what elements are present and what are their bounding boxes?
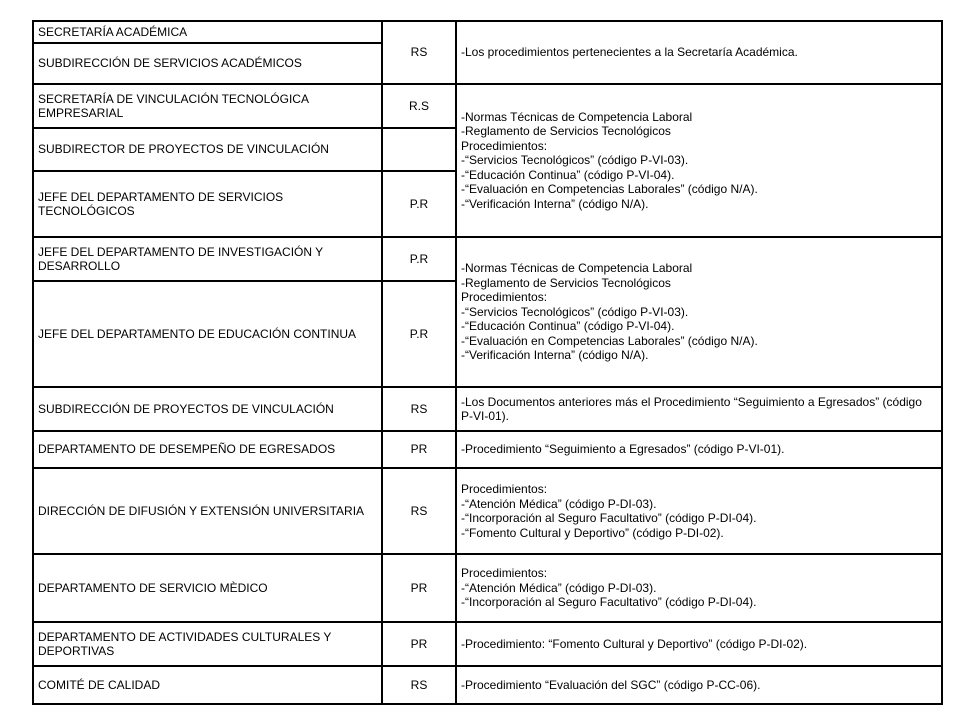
- document-line: -“Verificación Interna” (código N/A).: [461, 348, 649, 363]
- responsibility-code-cell: PR: [382, 554, 456, 622]
- responsibility-code-cell: P.R: [382, 171, 456, 237]
- unit-cell: [33, 237, 382, 281]
- document-line: -Procedimiento “Seguimiento a Egresados” (código P-VI-01).: [461, 442, 785, 457]
- document-line: -“Educación Continua” (código P-VI-04).: [461, 167, 675, 182]
- unit-cell: [33, 281, 382, 387]
- table-row: [33, 431, 942, 468]
- unit-label: DEPARTAMENTO DE ACTIVIDADES CULTURALES Y DEPORTIVAS: [38, 629, 332, 658]
- document-line: -“Evaluación en Competencias Laborales” (código N/A).: [461, 333, 758, 348]
- document-line: Procedimientos:: [461, 138, 548, 153]
- unit-cell: DEPARTAMENTO DE SERVICIO MÈDICO: [33, 554, 382, 622]
- responsibility-code-cell: PR: [382, 622, 456, 666]
- document-line: -“Atención Médica” (código P-DI-03).: [461, 496, 657, 511]
- table-row: [33, 666, 942, 704]
- document-line: -“Fomento Cultural y Deportivo” (código P-DI-02).: [461, 525, 724, 540]
- unit-label: JEFE DEL DEPARTAMENTO DE SERVICIOS TECNOLÓGICOS: [38, 189, 284, 218]
- document-line: Procedimientos:: [461, 290, 548, 305]
- documents-cell: [456, 84, 942, 237]
- table-row: [33, 84, 942, 128]
- table-row: [33, 387, 942, 431]
- document-line: -“Incorporación al Seguro Facultativo” (código P-DI-04).: [461, 511, 757, 525]
- documents-cell: [456, 431, 942, 468]
- responsibility-code-cell: P.R: [382, 281, 456, 387]
- unit-cell: COMITÉ DE CALIDAD: [33, 666, 382, 704]
- document-line: -Reglamento de Servicios Tecnológicos: [461, 275, 671, 290]
- documents-cell: [456, 387, 942, 431]
- document-line: -“Evaluación en Competencias Laborales” (código N/A).: [461, 182, 758, 197]
- document-line: -“Educación Continua” (código P-VI-04).: [461, 319, 675, 334]
- responsibility-code-cell: RS: [382, 666, 456, 704]
- document-line: -Reglamento de Servicios Tecnológicos: [461, 124, 671, 139]
- unit-cell: SECRETARÍA ACADÉMICA: [33, 21, 382, 43]
- unit-cell: SUBDIRECCIÓN DE PROYECTOS DE VINCULACIÓN: [33, 387, 382, 431]
- table-row: [33, 554, 942, 622]
- document-line: Procedimientos:: [461, 566, 548, 581]
- document-line: -“Incorporación al Seguro Facultativo” (código P-DI-04).: [461, 595, 757, 610]
- table-row: [33, 468, 942, 554]
- document-line: -Normas Técnicas de Competencia Laboral: [461, 261, 693, 276]
- unit-label: JEFE DEL DEPARTAMENTO DE EDUCACIÓN CONTINUA: [38, 326, 357, 341]
- unit-cell: SUBDIRECCIÓN DE SERVICIOS ACADÉMICOS: [33, 43, 382, 84]
- document-line: -“Atención Médica” (código P-DI-03).: [461, 580, 657, 595]
- responsibility-code-cell: R.S: [382, 84, 456, 128]
- table-row: [33, 237, 942, 281]
- unit-label: JEFE DEL DEPARTAMENTO DE INVESTIGACIÓN Y DESARROLLO: [38, 244, 323, 273]
- responsibility-code-cell: RS: [382, 468, 456, 554]
- document-line: Procedimientos:: [461, 482, 548, 496]
- document-line: -“Servicios Tecnológicos” (código P-VI-03).: [461, 153, 689, 168]
- unit-cell: [33, 171, 382, 237]
- unit-cell: [33, 622, 382, 666]
- responsibility-table: [32, 20, 943, 705]
- unit-label: DIRECCIÓN DE DIFUSIÓN Y EXTENSIÓN UNIVERSITARIA: [38, 503, 365, 518]
- unit-cell: DEPARTAMENTO DE DESEMPEÑO DE EGRESADOS: [33, 431, 382, 468]
- document-line: -Procedimiento: “Fomento Cultural y Deportivo” (código P-DI-02).: [461, 636, 808, 651]
- responsibility-code-cell: RS: [382, 21, 456, 84]
- responsibility-code-cell: [382, 128, 456, 171]
- unit-cell: [33, 468, 382, 554]
- documents-cell: [456, 21, 942, 84]
- document-line: -Normas Técnicas de Competencia Laboral: [461, 109, 693, 124]
- documents-cell: [456, 468, 942, 554]
- document-line: -“Verificación Interna” (código N/A).: [461, 196, 649, 211]
- document-line: -“Servicios Tecnológicos” (código P-VI-03).: [461, 304, 689, 319]
- documents-cell: [456, 622, 942, 666]
- document-line: -Procedimiento “Evaluación del SGC” (código P-CC-06).: [461, 677, 761, 692]
- document-line: -Los Documentos anteriores más el Procedimiento “Seguimiento a Egresados” (código P-VI-01).: [461, 394, 922, 423]
- unit-cell: [33, 84, 382, 128]
- responsibility-code-cell: PR: [382, 431, 456, 468]
- table-row: [33, 21, 942, 43]
- document-line: -Los procedimientos pertenecientes a la Secretaría Académica.: [461, 45, 798, 60]
- unit-cell: SUBDIRECTOR DE PROYECTOS DE VINCULACIÓN: [33, 128, 382, 171]
- documents-cell: [456, 554, 942, 622]
- responsibility-code-cell: RS: [382, 387, 456, 431]
- documents-cell: [456, 237, 942, 387]
- unit-label: SECRETARÍA DE VINCULACIÓN TECNOLÓGICA EMPRESARIAL: [38, 91, 309, 120]
- responsibility-code-cell: P.R: [382, 237, 456, 281]
- documents-cell: [456, 666, 942, 704]
- table-row: [33, 622, 942, 666]
